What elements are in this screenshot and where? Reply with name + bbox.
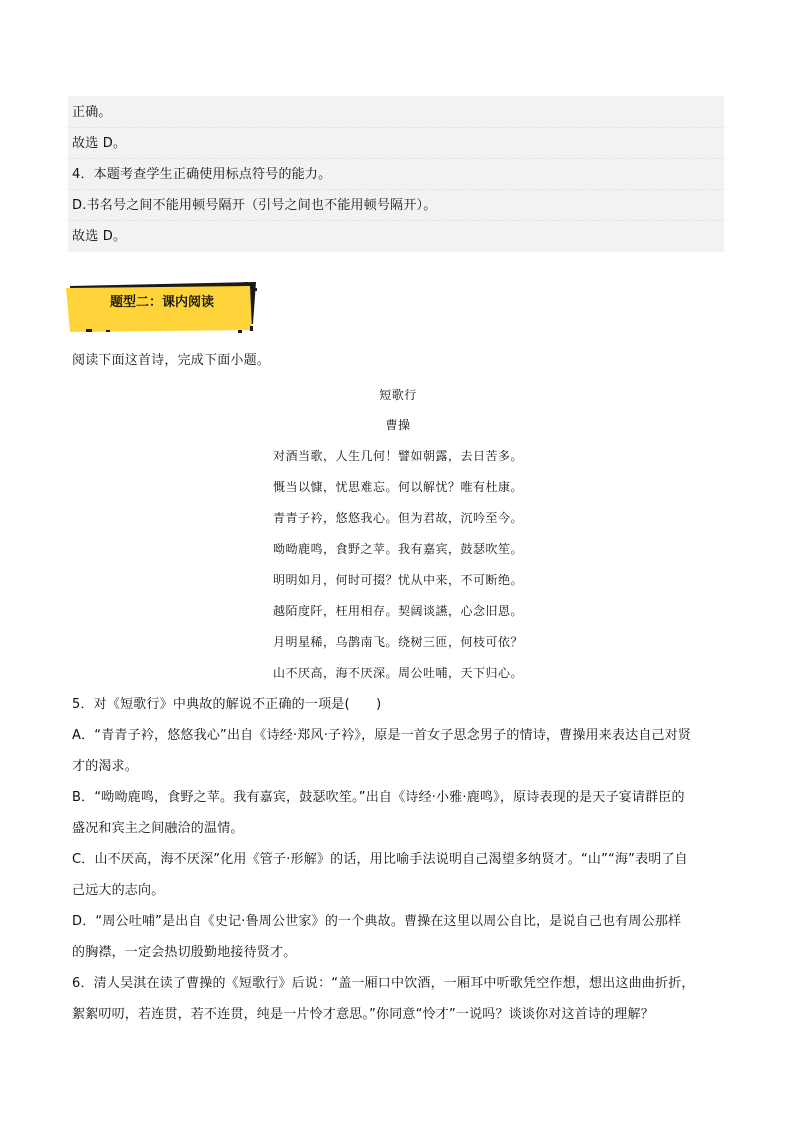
poem-line: 呦呦鹿鸣，食野之苹。我有嘉宾，鼓瑟吹笙。	[272, 542, 523, 556]
option-b-continued: 盛况和宾主之间融洽的温情。	[72, 821, 244, 836]
section-title: 题型二：课内阅读	[109, 295, 214, 310]
answer-line: 4．本题考查学生正确使用标点符号的能力。	[72, 167, 332, 182]
poem-line: 对酒当歌，人生几何！譬如朝露，去日苦多。	[272, 449, 523, 463]
question-6-stem: 6．清人吴淇在读了曹操的《短歌行》后说：“盖一厢口中饮酒，一厢耳中听歌凭空作想，想出这曲曲折折，	[72, 976, 695, 991]
option-d-continued: 的胸襟，一定会热切殷勤地接待贤才。	[72, 945, 297, 960]
poem-line: 越陌度阡，枉用相存。契阔谈讌，心念旧恩。	[272, 604, 523, 618]
question-5-stem: 5．对《短歌行》中典故的解说不正确的一项是( )	[72, 697, 382, 712]
reading-instruction: 阅读下面这首诗，完成下面小题。	[72, 353, 271, 368]
option-c-continued: 己远大的志向。	[72, 883, 165, 898]
option-a-continued: 才的渴求。	[72, 759, 139, 774]
poem-line: 明明如月，何时可掇？忧从中来，不可断绝。	[272, 573, 523, 587]
option-d: D．“周公吐哺”是出自《史记·鲁周公世家》的一个典故。曹操在这里以周公自比，是说自己也有周公那样	[72, 914, 682, 929]
divider	[68, 158, 724, 159]
divider	[68, 220, 724, 221]
answer-line: 故选 D。	[72, 229, 127, 244]
poem-title: 短歌行	[379, 388, 417, 402]
section-banner	[66, 282, 262, 338]
question-6-stem-continued: 絮絮叨叨，若连贯，若不连贯，纯是一片怜才意思。”你同意“怜才”一说吗？谈谈你对这首诗的理解？	[72, 1007, 654, 1022]
poem-line: 慨当以慷，忧思难忘。何以解忧？唯有杜康。	[272, 480, 523, 494]
poem-line: 青青子衿，悠悠我心。但为君故，沉吟至今。	[272, 511, 523, 525]
answer-line: 正确。	[72, 105, 112, 120]
poem-line: 山不厌高，海不厌深。周公吐哺，天下归心。	[272, 666, 523, 680]
poem-author: 曹操	[385, 418, 411, 432]
option-b: B．“呦呦鹿鸣，食野之苹。我有嘉宾，鼓瑟吹笙。”出自《诗经·小雅·鹿鸣》，原诗表现的是天子宴请群臣的	[72, 790, 685, 805]
option-c: C．山不厌高，海不厌深”化用《管子·形解》的话，用比喻手法说明自己渴望多纳贤才。“山”“海”表明了自	[72, 852, 688, 867]
answer-line: D.书名号之间不能用顿号隔开（引号之间也不能用顿号隔开）。	[72, 198, 437, 213]
divider	[68, 189, 724, 190]
answer-line: 故选 D。	[72, 136, 127, 151]
divider	[68, 127, 724, 128]
option-a: A．“青青子衿，悠悠我心”出自《诗经·郑风·子衿》，原是一首女子思念男子的情诗，曹操用来表达自己对贤	[72, 728, 692, 743]
poem-line: 月明星稀，乌鹊南飞。绕树三匝，何枝可依？	[272, 635, 523, 649]
